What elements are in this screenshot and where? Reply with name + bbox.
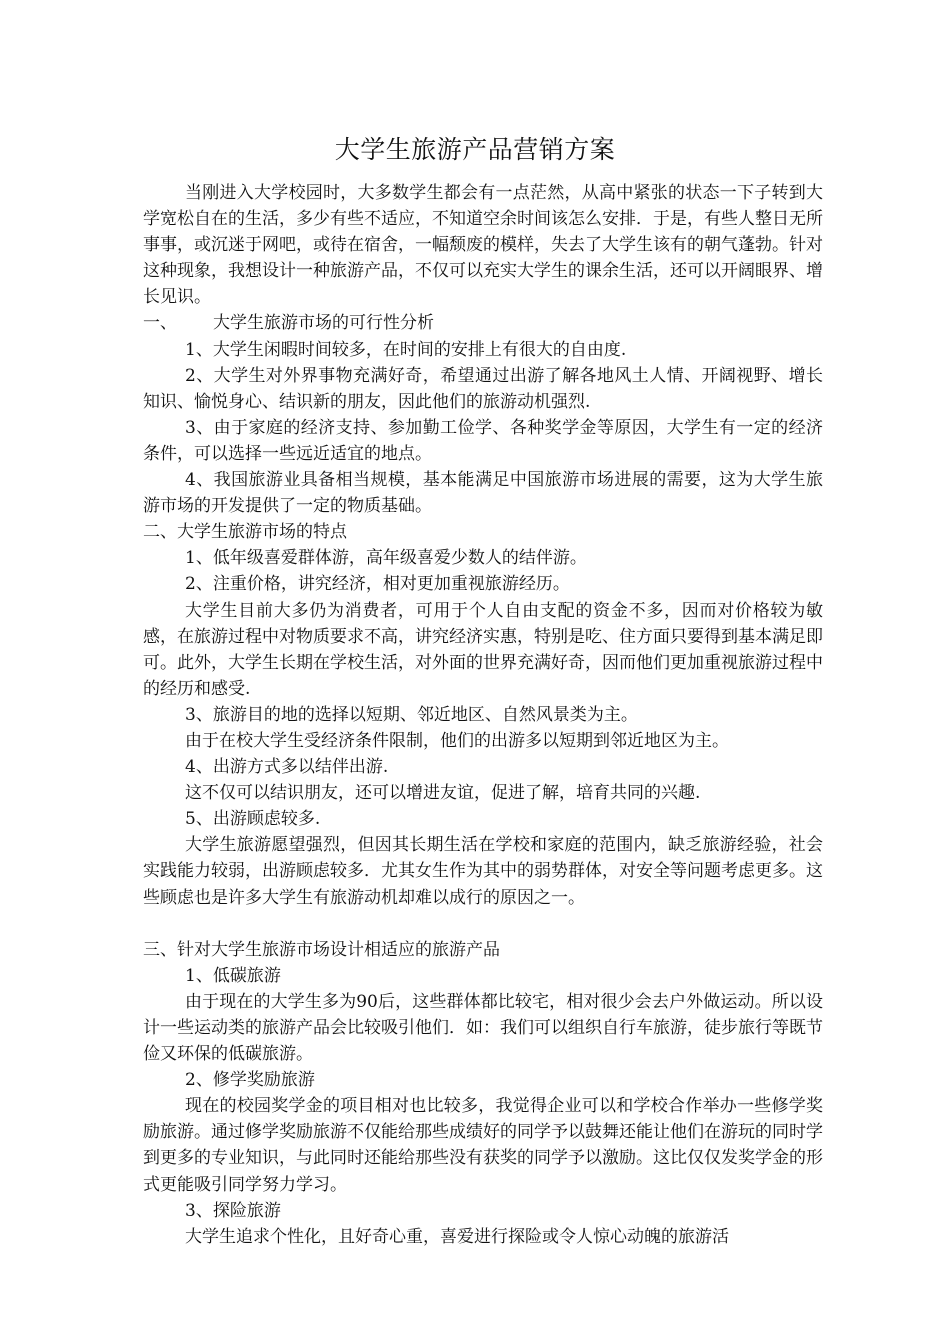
document-body <box>143 180 823 1250</box>
section-2-paragraph-3: 这不仅可以结识朋友，还可以增进友谊，促进了解，培育共同的兴趣. <box>185 783 701 804</box>
section-1-number: 一、 <box>143 313 177 334</box>
section-2-paragraph-4: 大学生旅游愿望强烈，但因其长期生活在学校和家庭的范围内，缺乏旅游经验，社会实践能力较弱，出游顾虑较多．尤其女生作为其中的弱势群体，对安全等问题考虑更多。这些顾虑也是许多大学生有旅游动机却难以成行的原因之一。 <box>143 835 823 908</box>
section-3-heading: 三、针对大学生旅游市场设计相适应的旅游产品 <box>143 939 500 960</box>
section-2-heading: 二、大学生旅游市场的特点 <box>143 522 347 543</box>
section-2-point-5: 5、出游顾虑较多. <box>185 809 321 830</box>
section-2-point-1: 1、低年级喜爱群体游，高年级喜爱少数人的结伴游。 <box>185 548 587 569</box>
section-1-heading <box>143 310 823 336</box>
section-3-point-2: 2、修学奖励旅游 <box>185 1070 315 1091</box>
section-2-paragraph-1: 大学生目前大多仍为消费者，可用于个人自由支配的资金不多，因而对价格较为敏感，在旅游过程中对物质要求不高，讲究经济实惠，特别是吃、住方面只要得到基本满足即可。此外，大学生长期在学校生活，对外面的世界充满好奇，因而他们更加重视旅游过程中的经历和感受. <box>143 600 823 699</box>
section-1-point-3: 3、由于家庭的经济支持、参加勤工俭学、各种奖学金等原因，大学生有一定的经济条件，可以选择一些远近适宜的地点。 <box>143 417 823 464</box>
section-1-title: 大学生旅游市场的可行性分析 <box>213 313 434 334</box>
document-title: 大学生旅游产品营销方案 <box>334 135 616 164</box>
section-3-paragraph-3: 大学生追求个性化，且好奇心重，喜爱进行探险或令人惊心动魄的旅游活 <box>185 1226 729 1247</box>
section-2-point-4: 4、出游方式多以结伴出游. <box>185 757 389 778</box>
section-1-point-1: 1、大学生闲暇时间较多，在时间的安排上有很大的自由度. <box>185 339 627 360</box>
section-3-paragraph-1: 由于现在的大学生多为90后，这些群体都比较宅，相对很少会去户外做运动。所以设计一些运动类的旅游产品会比较吸引他们．如：我们可以组织自行车旅游，徒步旅行等既节俭又环保的低碳旅游。 <box>143 991 823 1065</box>
section-3-point-1: 1、低碳旅游 <box>185 965 281 986</box>
section-3-paragraph-2: 现在的校园奖学金的项目相对也比较多，我觉得企业可以和学校合作举办一些修学奖励旅游。通过修学奖励旅游不仅能给那些成绩好的同学予以鼓舞还能让他们在游玩的同时学到更多的专业知识，与此同时还能给那些没有获奖的同学予以激励。这比仅仅发奖学金的形式更能吸引同学努力学习。 <box>143 1096 823 1195</box>
intro-paragraph: 当刚进入大学校园时，大多数学生都会有一点茫然，从高中紧张的状态一下子转到大学宽松自在的生活，多少有些不适应，不知道空余时间该怎么安排．于是，有些人整日无所事事，或沉迷于网吧，或待在宿舍，一幅颓废的模样，失去了大学生该有的朝气蓬勃。针对这种现象，我想设计一种旅游产品，不仅可以充实大学生的课余生活，还可以开阔眼界、增长见识。 <box>143 183 823 308</box>
section-1-point-4: 4、我国旅游业具备相当规模，基本能满足中国旅游市场进展的需要，这为大学生旅游市场的开发提供了一定的物质基础。 <box>143 470 823 517</box>
blank-line <box>143 911 823 937</box>
section-2-paragraph-2: 由于在校大学生受经济条件限制，他们的出游多以短期到邻近地区为主。 <box>185 730 729 751</box>
section-2-point-2: 2、注重价格，讲究经济，相对更加重视旅游经历。 <box>185 574 570 595</box>
section-3-point-3: 3、探险旅游 <box>185 1200 281 1221</box>
section-2-point-3: 3、旅游目的地的选择以短期、邻近地区、自然风景类为主。 <box>185 704 638 725</box>
section-1-point-2: 2、大学生对外界事物充满好奇，希望通过出游了解各地风土人情、开阔视野、增长知识、愉悦身心、结识新的朋友，因此他们的旅游动机强烈. <box>143 365 823 412</box>
